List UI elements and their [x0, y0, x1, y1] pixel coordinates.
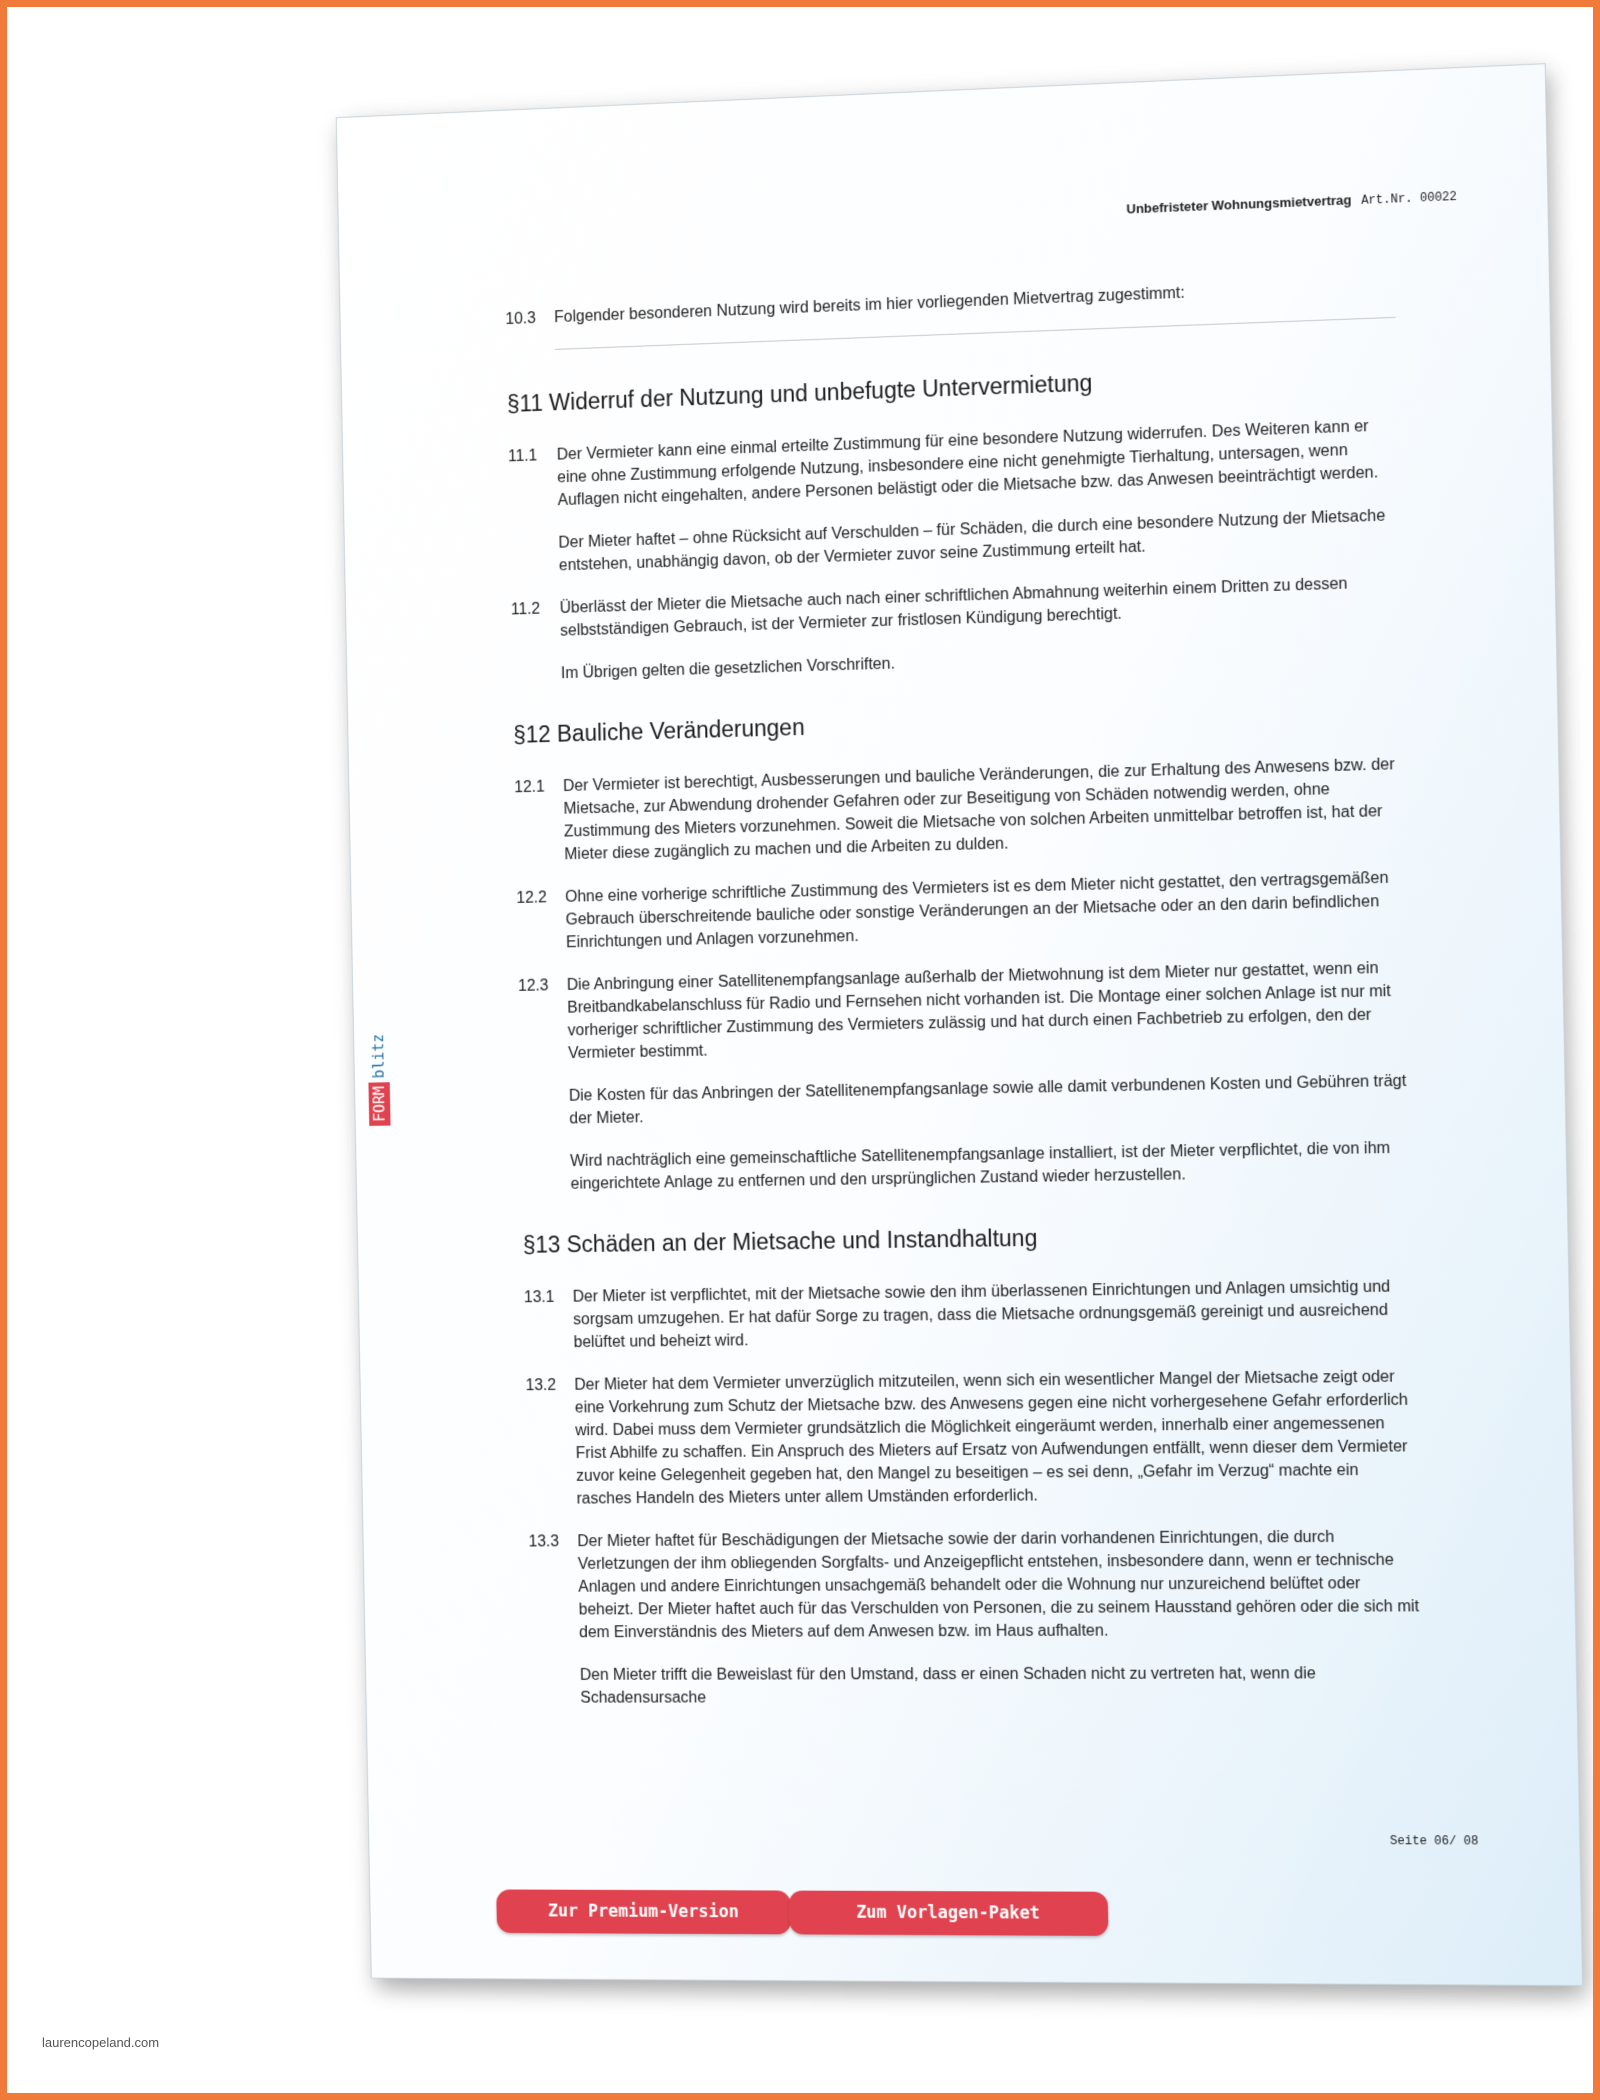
clause-number: 12.3: [517, 977, 549, 995]
clause-text: Die Anbringung einer Satellitenempfangsanlage außerhalb der Mietwohnung ist dem Mieter nur gestattet, wenn ein Breitbandkabelanschluss für Radio und Fernsehen nicht vorhanden ist. Die Montage einer solchen Anlage ist nur mit vorheriger schriftlicher Zustimmung des Vermieters zulässig und hat durch einen Fachbetrieb zu erfolgen, den der Vermieter bestimmt.: [566, 959, 1392, 1063]
clause-12-1: [514, 753, 1406, 868]
clause-text: Überlässt der Mieter die Mietsache auch nach einer schriftlichen Abmahnung weiterhin einem Dritten zu dessen selbstständigen Gebrauch, ist der Vermieter zur fristlosen Kündigung berechtigt.: [559, 575, 1348, 640]
clause-text: Im Übrigen gelten die gesetzlichen Vorschriften.: [560, 655, 896, 683]
document-page: [336, 63, 1583, 1986]
document-title: Unbefristeter Wohnungsmietvertrag: [1126, 192, 1352, 217]
article-number: Art.Nr. 00022: [1360, 189, 1457, 208]
section-11-heading: §11 Widerruf der Nutzung und unbefugte Untervermietung: [506, 369, 1093, 417]
clause-text: Ohne eine vorherige schriftliche Zustimmung des Vermieters ist es dem Mieter nicht gestattet, den vertragsgemäßen Gebrauch überschreitende bauliche oder sonstige Veränderungen an der Mietsache oder an den darin befindlichen Einrichtungen und Anlagen vorzunehmen.: [565, 869, 1389, 952]
clause-text: Folgender besonderen Nutzung wird bereits im hier vorliegenden Mietvertrag zugestimmt:: [554, 284, 1185, 327]
clause-number: 12.1: [514, 778, 545, 797]
clause-number: 11.1: [507, 447, 538, 466]
clause-text: Der Mieter haftet für Beschädigungen der Mietsache sowie der darin vorhandenen Einrichtungen, die durch Verletzungen der ihm obliegenden Sorgfalts- und Anzeigepflicht entstehen, insbesondere dann, wenn er technische Anlagen und andere Einrichtungen unsachgemäß behandelt oder die Wohnung nur unzureichend belüftet oder beheizt. Der Mieter haftet auch für das Verschulden von Personen, die zu seinem Hausstand gehören oder die sich mit dem Einverständnis des Mieters auf dem Anwesen bzw. im Haus aufhalten.: [577, 1528, 1420, 1642]
clause-number: 11.2: [510, 600, 541, 619]
clause-text: Die Kosten für das Anbringen der Satellitenempfangsanlage sowie alle damit verbundenen Kosten und Gebühren trägt der Mieter.: [568, 1072, 1407, 1128]
clause-13-2: [525, 1365, 1418, 1511]
document-header: [1126, 188, 1457, 218]
clause-11-2: [511, 571, 1403, 687]
logo-blitz: blitz: [369, 1033, 388, 1079]
clause-11-1: [508, 414, 1400, 579]
document-content: [505, 273, 1423, 1729]
clause-13-3: [528, 1525, 1422, 1709]
section-13-heading: §13 Schäden an der Mietsache und Instandhaltung: [522, 1224, 1038, 1258]
clause-text: Wird nachträglich eine gemeinschaftliche Satellitenempfangsanlage installiert, ist der Mieter verpflichtet, die von ihm eingerichtete Anlage zu entfernen und den ursprünglichen Zustand wieder herzustellen.: [570, 1139, 1391, 1193]
watermark: laurencopeland.com: [42, 2035, 160, 2050]
clause-text: Der Vermieter kann eine einmal erteilte Zustimmung für eine besondere Nutzung widerrufen. Des Weiteren kann er eine ohne Zustimmung erfolgende Nutzung, insbesondere eine nicht genehmigte Tierhaltung, untersagen, wenn Auflagen nicht eingehalten, andere Personen belästigt oder die Mietsache bzw. das Anwesen beeinträchtigt werden.: [556, 418, 1379, 510]
premium-version-button[interactable]: Zur Premium-Version: [496, 1889, 791, 1934]
clause-text: Den Mieter trifft die Beweislast für den Umstand, dass er einen Schaden nicht zu vertreten hat, wenn die Schadensursache: [579, 1665, 1316, 1707]
clause-text: Der Mieter ist verpflichtet, mit der Mietsache sowie den ihm überlassenen Einrichtungen und Anlagen umsichtig und sorgsam umzugehen. Er hat dafür Sorge zu tragen, dass die Mietsache ordnungsgemäß gereinigt und ausreichend belüftet und beheizt wird.: [572, 1278, 1391, 1352]
logo-form: FORM: [368, 1082, 390, 1126]
clause-number: 13.3: [528, 1533, 560, 1551]
clause-number: 10.3: [505, 310, 536, 329]
clause-number: 13.2: [525, 1377, 557, 1395]
template-package-button[interactable]: Zum Vorlagen-Paket: [789, 1891, 1109, 1936]
clause-12-3: [518, 956, 1413, 1196]
clause-text: Der Vermieter ist berechtigt, Ausbesserungen und bauliche Veränderungen, die zur Erhaltung des Anwesens bzw. der Mietsache, zur Abwendung drohender Gefahren oder zur Beseitigung von Schäden notwendig werden, ohne Zustimmung des Mieters vorzunehmen. Soweit die Mietsache von solchen Arbeiten unmittelbar betroffen ist, hat der Mieter diese zugänglich zu machen und die Arbeiten zu dulden.: [562, 756, 1395, 864]
page-number: Seite 06/ 08: [1389, 1834, 1479, 1849]
clause-text: Der Mieter haftet – ohne Rücksicht auf Verschulden – für Schäden, die durch eine besondere Nutzung der Mietsache entstehen, unabhängig davon, ob der Vermieter zuvor seine Zustimmung erteilt hat.: [558, 507, 1386, 575]
clause-number: 12.2: [516, 889, 547, 907]
clause-number: 13.1: [523, 1289, 555, 1307]
clause-13-1: [524, 1275, 1416, 1354]
clause-12-2: [516, 866, 1407, 955]
clause-text: Der Mieter hat dem Vermieter unverzüglich mitzuteilen, wenn sich ein wesentlicher Mangel der Mietsache zeigt oder eine Vorkehrung zum Schutz der Mietsache bzw. des Anwesens gegen eine nicht vorhergesehene Gefahr erforderlich wird. Dabei muss dem Vermieter grundsätzlich die Möglichkeit eingeräumt werden, innerhalb einer angemessenen Frist Abhilfe zu schaffen. Ein Anspruch des Mieters auf Ersatz von Aufwendungen entfällt, wenn dieser dem Vermieter zuvor keine Gelegenheit gegeben hat, den Mangel zu beseitigen – es sei denn, „Gefahr im Verzug“ machte ein rasches Handeln des Mieters unter allem Umständen erforderlich.: [574, 1368, 1409, 1508]
section-12-heading: §12 Bauliche Veränderungen: [513, 713, 805, 748]
